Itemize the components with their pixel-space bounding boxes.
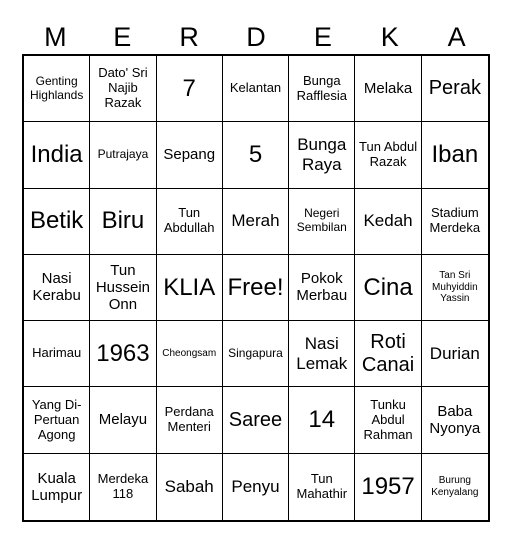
bingo-cell[interactable]: Durian [422,321,488,387]
bingo-cell[interactable]: Sepang [157,122,223,188]
bingo-cell[interactable]: Saree [223,387,289,453]
bingo-cell[interactable]: Tan Sri Muhyiddin Yassin [422,255,488,321]
bingo-cell[interactable]: Stadium Merdeka [422,189,488,255]
bingo-cell[interactable]: Melaka [355,56,421,122]
bingo-cell[interactable]: Kuala Lumpur [24,454,90,520]
bingo-cell[interactable]: Sabah [157,454,223,520]
bingo-cell[interactable]: 5 [223,122,289,188]
bingo-cell[interactable]: Tun Abdul Razak [355,122,421,188]
bingo-cell[interactable]: Merah [223,189,289,255]
bingo-cell[interactable]: Kedah [355,189,421,255]
bingo-cell[interactable]: Yang Di-Pertuan Agong [24,387,90,453]
bingo-cell[interactable]: Harimau [24,321,90,387]
header-letter: R [179,22,199,52]
bingo-header [22,20,490,54]
bingo-cell[interactable]: Biru [90,189,156,255]
bingo-cell[interactable]: Putrajaya [90,122,156,188]
bingo-cell[interactable]: 1963 [90,321,156,387]
bingo-cell[interactable]: Merdeka 118 [90,454,156,520]
header-letter: E [313,22,332,52]
header-letter: D [246,22,266,52]
bingo-cell[interactable]: Tun Hussein Onn [90,255,156,321]
bingo-board [22,54,490,522]
bingo-cell[interactable]: 1957 [355,454,421,520]
bingo-cell[interactable]: KLIA [157,255,223,321]
header-letter: A [447,22,466,52]
bingo-cell[interactable]: Negeri Sembilan [289,189,355,255]
bingo-cell[interactable]: Genting Highlands [24,56,90,122]
bingo-cell[interactable]: Dato' Sri Najib Razak [90,56,156,122]
bingo-cell[interactable]: Nasi Kerabu [24,255,90,321]
bingo-cell[interactable]: Melayu [90,387,156,453]
bingo-cell[interactable]: Pokok Merbau [289,255,355,321]
bingo-cell[interactable]: Singapura [223,321,289,387]
bingo-cell[interactable]: Tun Abdullah [157,189,223,255]
bingo-cell[interactable]: Tunku Abdul Rahman [355,387,421,453]
bingo-cell[interactable]: Baba Nyonya [422,387,488,453]
bingo-cell[interactable]: Cheongsam [157,321,223,387]
bingo-cell[interactable]: Tun Mahathir [289,454,355,520]
bingo-cell[interactable]: Kelantan [223,56,289,122]
bingo-cell[interactable]: Roti Canai [355,321,421,387]
bingo-cell[interactable]: 7 [157,56,223,122]
bingo-cell[interactable]: Free! [223,255,289,321]
header-letter: M [44,22,67,52]
bingo-cell[interactable]: Penyu [223,454,289,520]
bingo-cell[interactable]: Betik [24,189,90,255]
header-letter: K [380,22,399,52]
bingo-cell[interactable]: Perdana Menteri [157,387,223,453]
header-letter: E [113,22,132,52]
bingo-cell[interactable]: India [24,122,90,188]
bingo-cell[interactable]: 14 [289,387,355,453]
bingo-cell[interactable]: Nasi Lemak [289,321,355,387]
bingo-cell[interactable]: Burung Kenyalang [431,475,479,498]
bingo-cell[interactable]: Bunga Rafflesia [289,56,355,122]
bingo-cell[interactable]: Perak [422,56,488,122]
bingo-cell[interactable]: Cina [355,255,421,321]
bingo-cell[interactable]: Iban [422,122,488,188]
bingo-cell[interactable]: Bunga Raya [289,122,355,188]
